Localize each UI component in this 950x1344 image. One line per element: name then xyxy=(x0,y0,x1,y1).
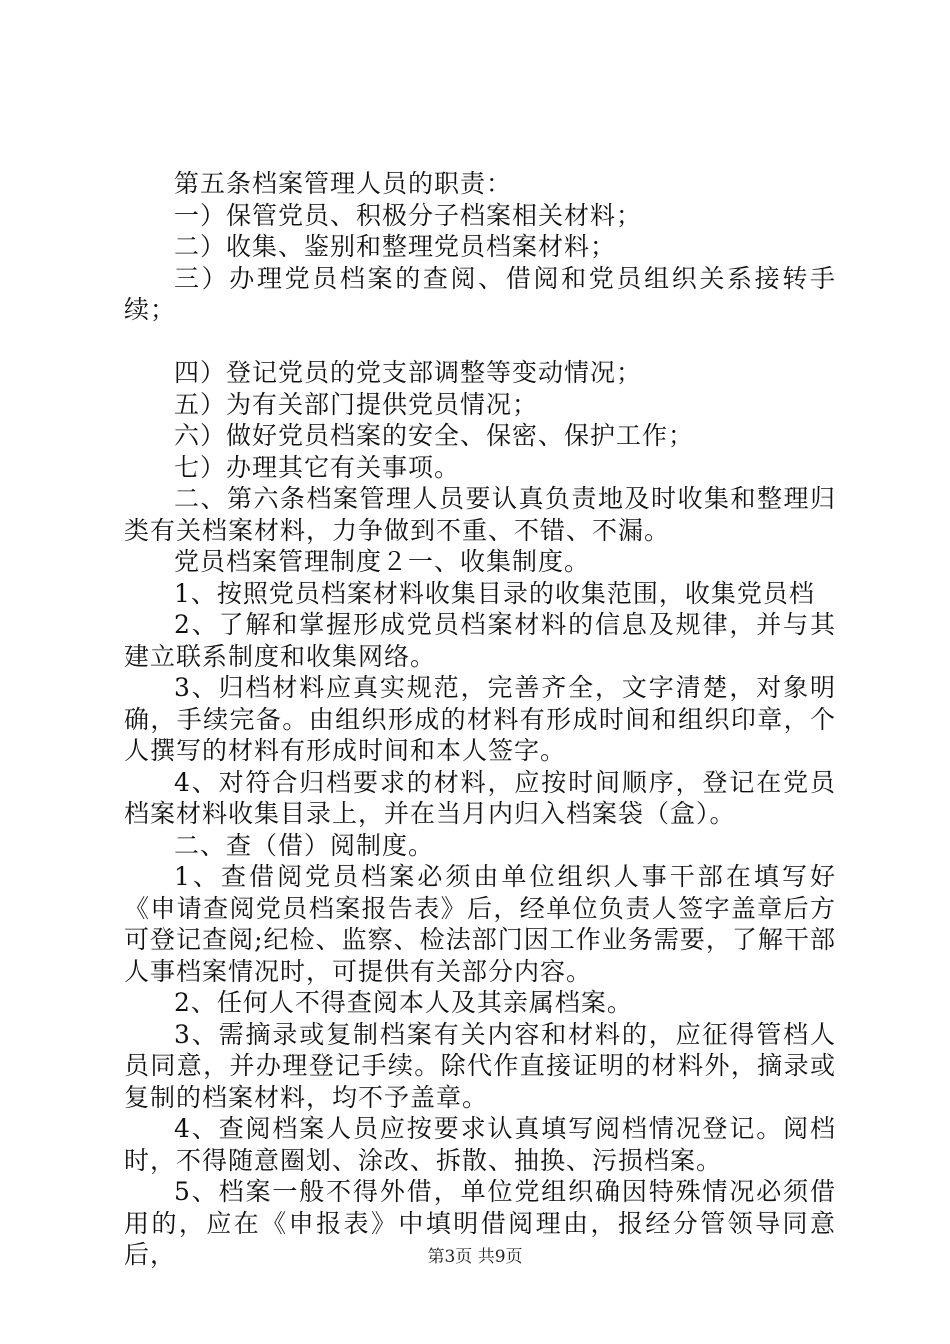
paragraph-5: 四）登记党员的党支部调整等变动情况； xyxy=(174,358,643,387)
paragraph-9: 二、第六条档案管理人员要认真负责地及时收集和整理归类有关档案材料，力争做到不重、不错、不漏。 xyxy=(124,484,836,545)
paragraph-14: 4、对符合归档要求的材料，应按时间顺序，登记在党员档案材料收集目录上，并在当月内归入档案袋（盒）。 xyxy=(124,767,836,828)
paragraph-4: 三）办理党员档案的查阅、借阅和党员组织关系接转手续； xyxy=(124,263,836,324)
paragraph-20: 5、档案一般不得外借，单位党组织确因特殊情况必须借用的，应在《申报表》中填明借阅理由，报经分管领导同意后， xyxy=(124,1177,836,1269)
paragraph-19: 4、查阅档案人员应按要求认真填写阅档情况登记。阅档时，不得随意圈划、涂改、拆散、抽换、污损档案。 xyxy=(124,1114,836,1175)
paragraph-10: 党员档案管理制度２一、收集制度。 xyxy=(174,547,591,576)
paragraph-17: 2、任何人不得查阅本人及其亲属档案。 xyxy=(174,988,633,1017)
paragraph-16: 1、查借阅党员档案必须由单位组织人事干部在填写好《申请查阅党员档案报告表》后，经单位负责人签字盖章后方可登记查阅;纪检、监察、检法部门因工作业务需要，了解干部人事档案情况时，可提供有关部分内容。 xyxy=(124,862,836,986)
paragraph-18: 3、需摘录或复制档案有关内容和材料的，应征得管档人员同意，并办理登记手续。除代作直接证明的材料外，摘录或复制的档案材料，均不予盖章。 xyxy=(124,1019,836,1112)
paragraph-8: 七）办理其它有关事项。 xyxy=(174,452,461,482)
paragraph-1: 第五条档案管理人员的职责： xyxy=(174,169,513,198)
paragraph-2: 一）保管党员、积极分子档案相关材料； xyxy=(174,200,643,230)
page-number-footer: 第3页 共9页 xyxy=(427,1247,523,1267)
paragraph-3: 二）收集、鉴别和整理党员档案材料； xyxy=(174,232,617,261)
paragraph-6: 五）为有关部门提供党员情况； xyxy=(174,389,539,419)
paragraph-11: 1、按照党员档案材料收集目录的收集范围，收集党员档 xyxy=(174,578,815,608)
document-body xyxy=(124,168,836,1271)
paragraph-7: 六）做好党员档案的安全、保密、保护工作； xyxy=(174,421,695,450)
paragraph-15: 二、查（借）阅制度。 xyxy=(174,830,435,860)
paragraph-13: 3、归档材料应真实规范，完善齐全，文字清楚，对象明确，手续完备。由组织形成的材料有形成时间和组织印章，个人撰写的材料有形成时间和本人签字。 xyxy=(124,673,836,765)
paragraph-12: 2、了解和掌握形成党员档案材料的信息及规律，并与其建立联系制度和收集网络。 xyxy=(124,610,836,671)
